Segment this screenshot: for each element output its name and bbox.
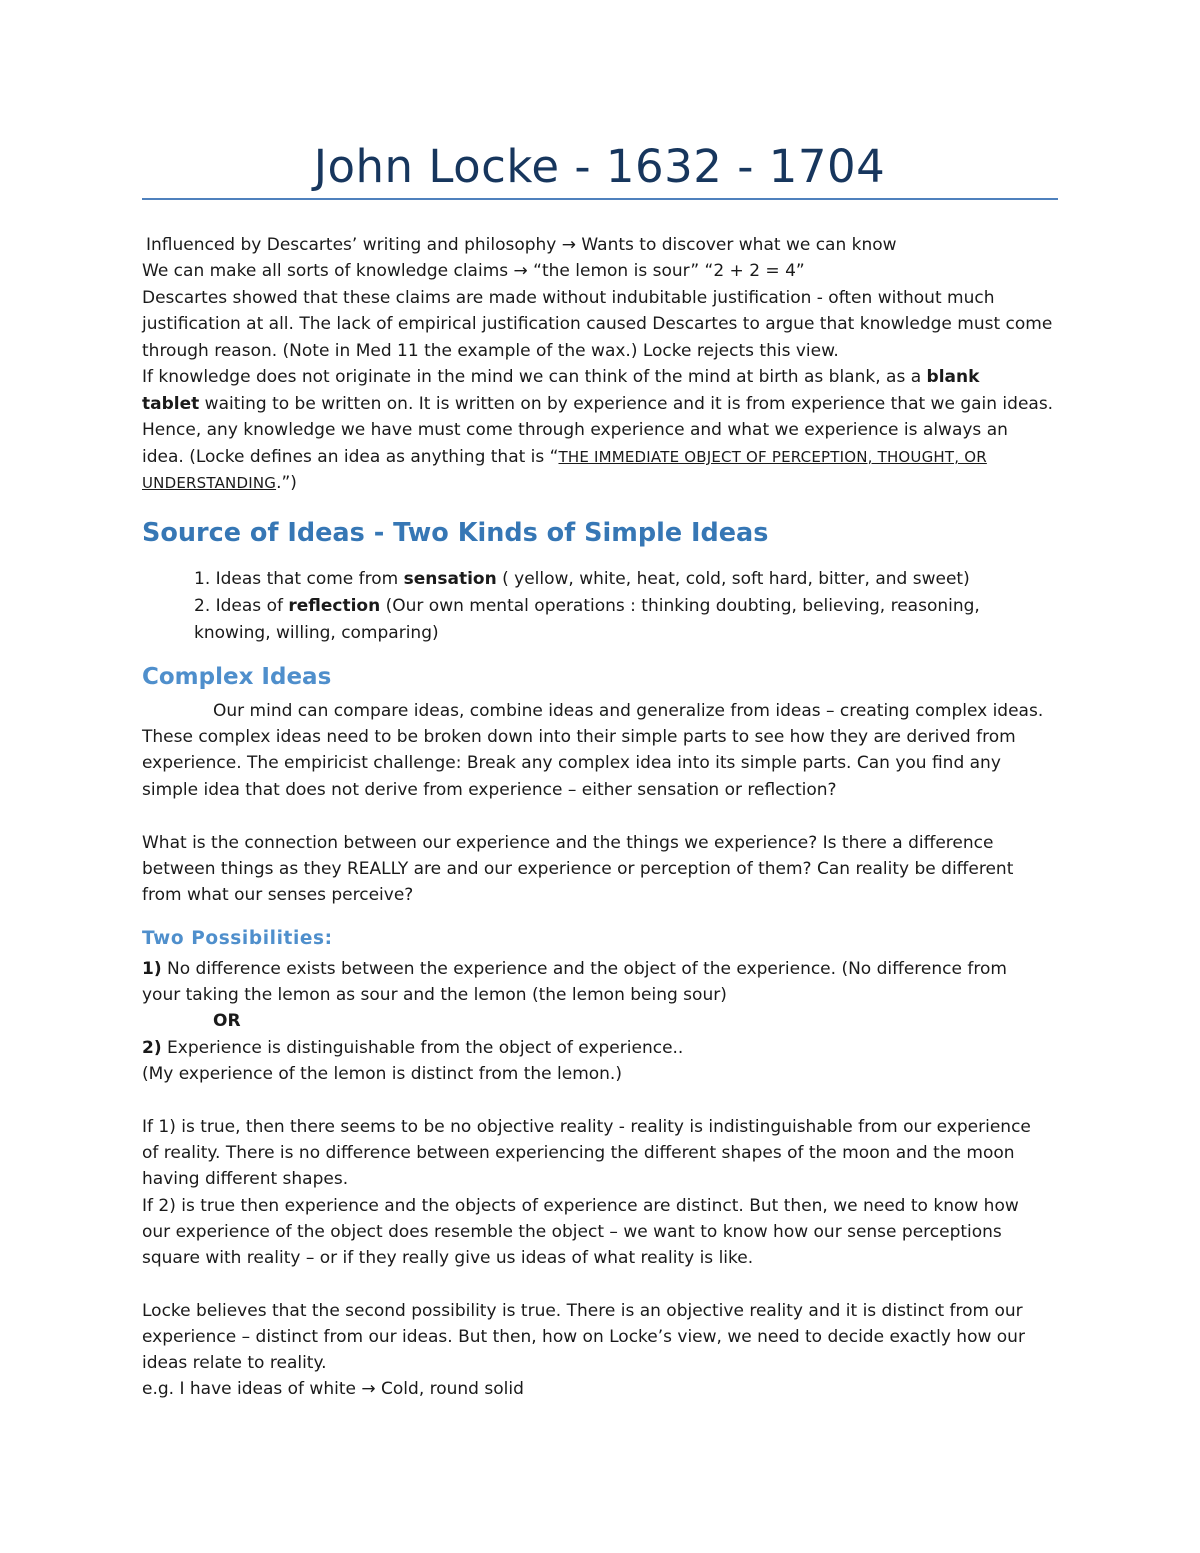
text-line: experience – distinct from our ideas. But then, how on Locke’s view, we need to decide exactly how our bbox=[142, 1327, 1025, 1347]
text-line: (My experience of the lemon is distinct from the lemon.) bbox=[142, 1064, 622, 1084]
text-line: Our mind can compare ideas, combine ideas and generalize from ideas – creating complex ideas. bbox=[213, 701, 1044, 721]
text-line: e.g. I have ideas of white → Cold, round solid bbox=[142, 1379, 524, 1399]
text-line: If knowledge does not originate in the mind we can think of the mind at birth as blank, as a blank bbox=[142, 367, 980, 387]
text-line: between things as they REALLY are and our experience or perception of them? Can reality be different bbox=[142, 859, 1014, 879]
text-line: square with reality – or if they really give us ideas of what reality is like. bbox=[142, 1248, 754, 1268]
text-line: from what our senses perceive? bbox=[142, 885, 414, 905]
arrow-right-icon: → bbox=[361, 1379, 376, 1399]
text-line: If 1) is true, then there seems to be no objective reality - reality is indistinguishable from our experience bbox=[142, 1117, 1031, 1137]
text-line: our experience of the object does resemble the object – we want to know how our sense perceptions bbox=[142, 1222, 1002, 1242]
text-line: simple idea that does not derive from experience – either sensation or reflection? bbox=[142, 780, 837, 800]
text-line: Descartes showed that these claims are made without indubitable justification - often without much bbox=[142, 288, 995, 308]
text-line: Hence, any knowledge we have must come through experience and what we experience is always an bbox=[142, 420, 1008, 440]
text-line: justification at all. The lack of empirical justification caused Descartes to argue that knowledge must come bbox=[142, 314, 1053, 334]
text-line: Locke believes that the second possibility is true. There is an objective reality and it is distinct from our bbox=[142, 1301, 1023, 1321]
subsection-heading: Two Possibilities: bbox=[142, 928, 333, 949]
text-line: 1) No difference exists between the experience and the object of the experience. (No difference from bbox=[142, 959, 1007, 979]
quoted-definition: UNDERSTANDING bbox=[142, 474, 277, 492]
section-heading: Source of Ideas - Two Kinds of Simple Ideas bbox=[142, 518, 769, 548]
text-line: of reality. There is no difference between experiencing the different shapes of the moon and the moon bbox=[142, 1143, 1015, 1163]
text-line: Influenced by Descartes’ writing and philosophy → Wants to discover what we can know bbox=[146, 235, 897, 255]
text-line: If 2) is true then experience and the objects of experience are distinct. But then, we need to know how bbox=[142, 1196, 1019, 1216]
text-line: These complex ideas need to be broken down into their simple parts to see how they are derived from bbox=[142, 727, 1016, 747]
text-line: your taking the lemon as sour and the lemon (the lemon being sour) bbox=[142, 985, 727, 1005]
arrow-right-icon: → bbox=[561, 235, 577, 255]
text-line: 2) Experience is distinguishable from the object of experience.. bbox=[142, 1038, 684, 1058]
text-line: through reason. (Note in Med 11 the example of the wax.) Locke rejects this view. bbox=[142, 341, 839, 361]
text-line: What is the connection between our experience and the things we experience? Is there a difference bbox=[142, 833, 994, 853]
text-line: We can make all sorts of knowledge claims → “the lemon is sour” “2 + 2 = 4” bbox=[142, 261, 805, 281]
section-heading: Complex Ideas bbox=[142, 664, 332, 690]
text-line: ideas relate to reality. bbox=[142, 1353, 327, 1373]
list-item: 2. Ideas of reflection (Our own mental operations : thinking doubting, believing, reasoning, bbox=[194, 596, 980, 616]
title-underline bbox=[142, 198, 1058, 200]
quoted-definition: THE IMMEDIATE OBJECT OF PERCEPTION, THOUGHT, OR bbox=[558, 448, 987, 466]
arrow-right-icon: → bbox=[513, 261, 528, 281]
text-line: OR bbox=[213, 1011, 241, 1031]
text-line: having different shapes. bbox=[142, 1169, 349, 1189]
text-line: tablet waiting to be written on. It is written on by experience and it is from experience that we gain ideas. bbox=[142, 394, 1054, 414]
page-title: John Locke - 1632 - 1704 bbox=[313, 140, 886, 193]
text-line: experience. The empiricist challenge: Break any complex idea into its simple parts. Can you find any bbox=[142, 753, 1001, 773]
list-item: knowing, willing, comparing) bbox=[194, 623, 439, 643]
list-item: 1. Ideas that come from sensation ( yellow, white, heat, cold, soft hard, bitter, and sweet) bbox=[194, 569, 970, 589]
text-line: idea. (Locke defines an idea as anything that is “THE IMMEDIATE OBJECT OF PERCEPTION, THOUGHT, OR bbox=[142, 447, 987, 467]
text-line: UNDERSTANDING.”) bbox=[142, 473, 297, 493]
